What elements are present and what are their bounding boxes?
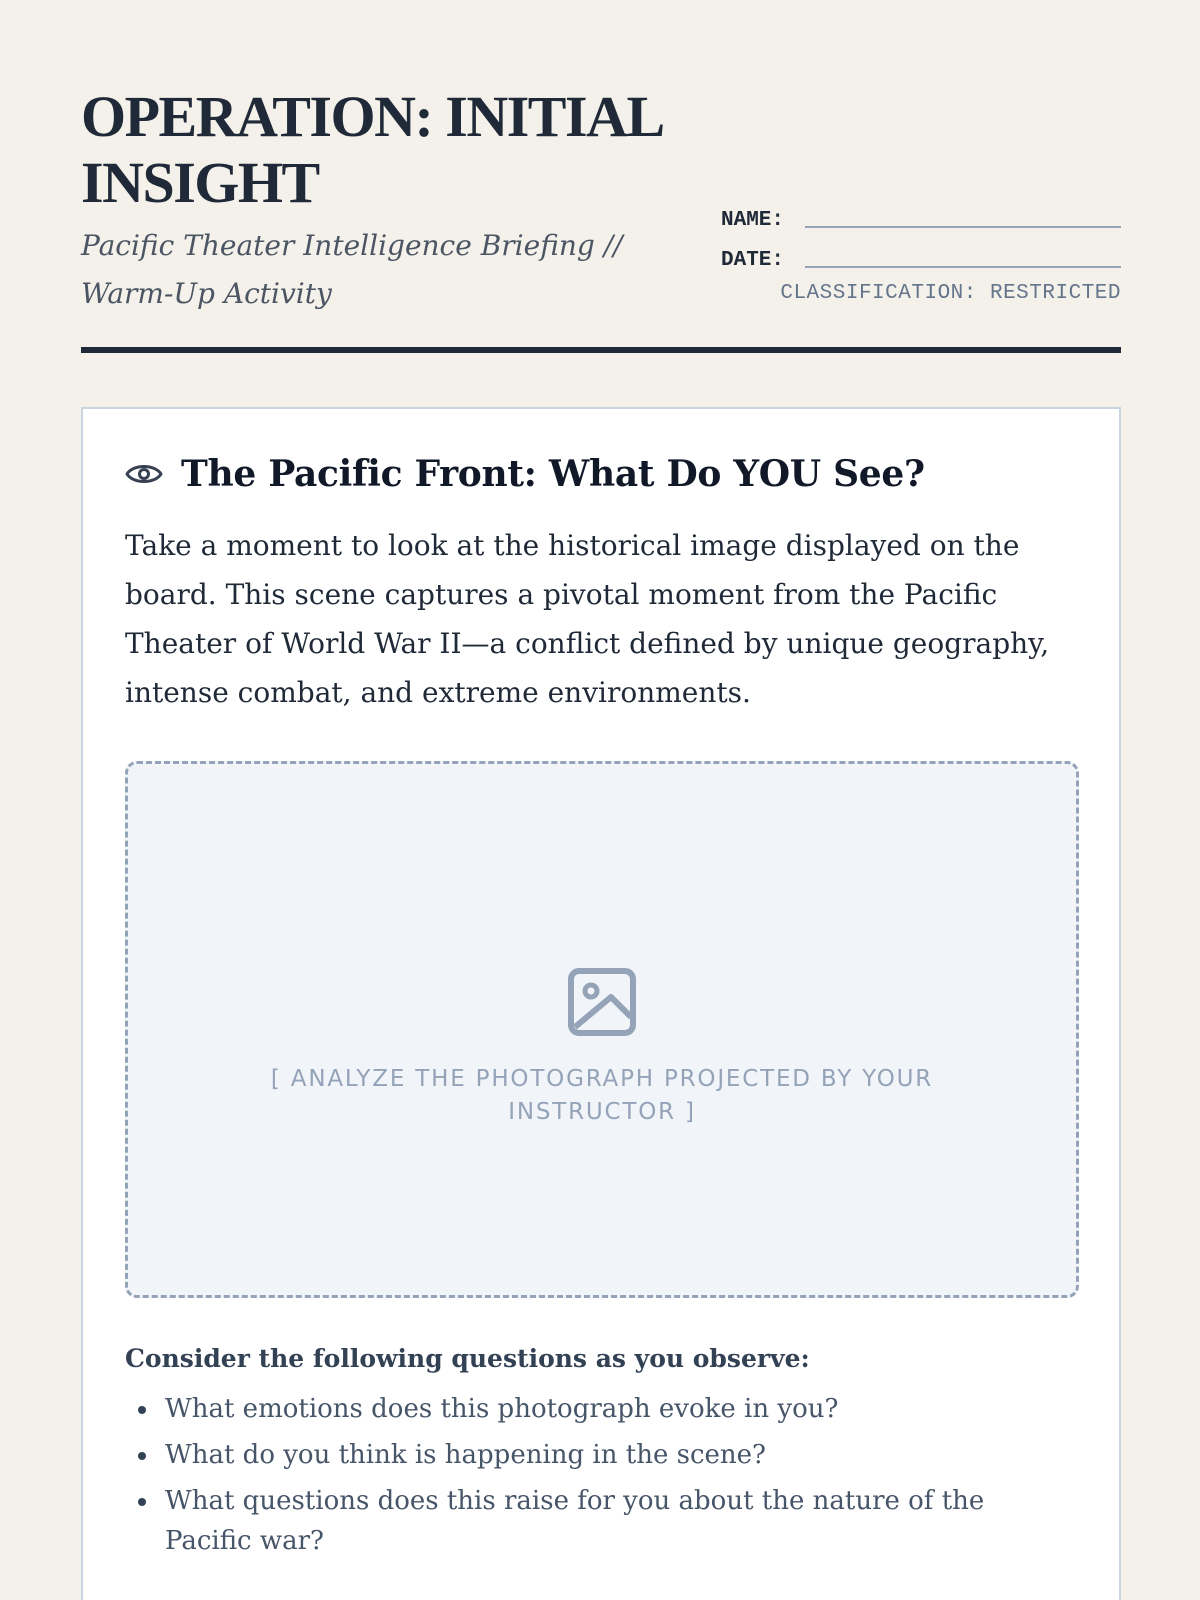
student-info-block: [721, 194, 1121, 305]
header-divider: [81, 347, 1121, 353]
card-heading: [125, 453, 1077, 495]
image-icon: [567, 967, 637, 1041]
questions-heading: Consider the following questions as you observe:: [125, 1344, 810, 1373]
activity-card: [81, 407, 1121, 1600]
eye-icon: [125, 459, 163, 489]
date-field[interactable]: [805, 242, 1121, 268]
name-row: [721, 194, 1121, 234]
list-item: What emotions does this photograph evoke in you?: [125, 1389, 1055, 1429]
classification-label: CLASSIFICATION: RESTRICTED: [780, 282, 1121, 305]
list-item: What questions does this raise for you about the nature of the Pacific war?: [125, 1481, 1055, 1561]
document-subtitle: Pacific Theater Intelligence Briefing // Warm-Up Activity: [81, 229, 623, 310]
date-label: DATE:: [721, 249, 785, 272]
document-title: OPERATION: INITIAL INSIGHT: [81, 84, 661, 215]
date-row: [721, 234, 1121, 274]
image-placeholder: [125, 761, 1079, 1298]
card-title: The Pacific Front: What Do YOU See?: [181, 453, 925, 495]
question-list: [125, 1389, 1077, 1561]
placeholder-caption: [ ANALYZE THE PHOTOGRAPH PROJECTED BY YOUR INSTRUCTOR ]: [270, 1065, 934, 1125]
name-label: NAME:: [721, 209, 785, 232]
document-header: [81, 84, 1121, 354]
list-item: What do you think is happening in the scene?: [125, 1435, 1055, 1475]
intro-paragraph: Take a moment to look at the historical image displayed on the board. This scene captures a pivotal moment from the Pacific Theater of World War II—a conflict defined by unique geography, intense combat, and extreme environments.: [125, 529, 1050, 709]
name-field[interactable]: [805, 202, 1121, 228]
